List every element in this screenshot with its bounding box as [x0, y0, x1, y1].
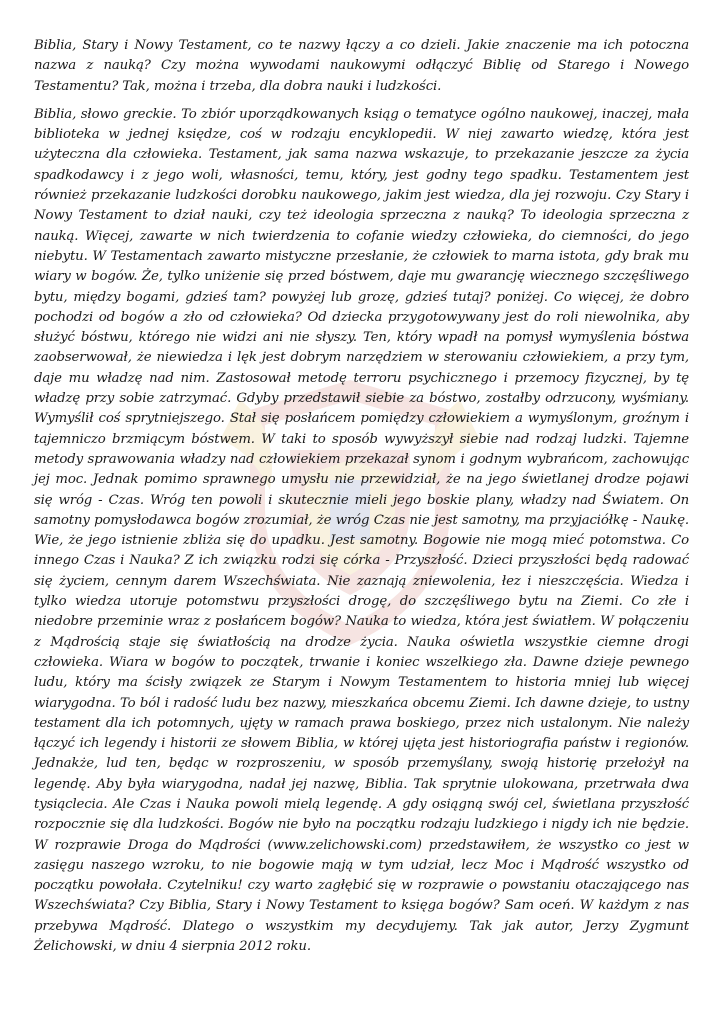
- paragraph-main: Biblia, słowo greckie. To zbiór uporządkowanych ksiąg o tematyce ogólno naukowej, inaczej, mała biblioteka w jednej księdze, coś w rodzaju encyklopedii. W niej zawarto wiedzę, która jest użyteczna dla człowieka. Testament, jak sama nazwa wskazuje, to przekazanie jeszcze za życia spadkodawcy i z jego woli, własności, temu, który, jest godny tego spadku. Testamentem jest również przekazanie ludzkości dorobku naukowego, jakim jest wiedza, dla jej rozwoju. Czy Stary i Nowy Testament to dział nauki, czy też ideologia sprzeczna z nauką? To ideologia sprzeczna z nauką. Więcej, zawarte w nich twierdzenia to cofanie wiedzy człowieka, do ciemności, do jego niebytu. W Testamentach zawarto mistyczne przesłanie, że człowiek to marna istota, gdy brak mu wiary w bogów. Że, tylko uniżenie się przed bóstwem, daje mu gwarancję wiecznego szczęśliwego bytu, między bogami, gdzieś tam? powyżej lub grozę, gdzieś tutaj? poniżej. Co więcej, że dobro pochodzi od bogów a zło od człowieka? Od dziecka przygotowywany jest do roli niewolnika, aby służyć bóstwu, którego nie widzi ani nie słyszy. Ten, który wpadł na pomysł wymyślenia bóstwa zaobserwował, że niewiedza i lęk jest dobrym narzędziem w sterowaniu człowiekiem, a przy tym, daje mu władzę nad nim. Zastosował metodę terroru psychicznego i przemocy fizycznej, by tę władzę przy sobie zatrzymać. Gdyby przedstawił siebie za bóstwo, zostałby odrzucony, wyśmiany. Wymyślił coś sprytniejszego. Stał się posłańcem pomiędzy człowiekiem a wymyślonym, groźnym i tajemniczo brzmiącym bóstwem. W taki to sposób wywyższył siebie nad rodzaj ludzki. Tajemne metody sprawowania władzy nad człowiekiem przekazał synom i godnym wybrańcom, zachowując jej moc. Jednak pomimo sprawnego umysłu nie przewidział, że na jego świetlanej drodze pojawi się wróg - Czas. Wróg ten powoli i skutecznie mieli jego boskie plany, władzy nad Światem. On samotny pomysłodawca bogów zrozumiał, że wróg Czas nie jest samotny, ma przyjaciółkę - Naukę. Wie, że jego istnienie zbliża się do upadku. Jest samotny. Bogowie nie mogą mieć potomstwa. Co innego Czas i Nauka? Z ich związku rodzi się córka - Przyszłość. Dzieci przyszłości będą radować się życiem, cennym darem Wszechświata. Nie zaznają zniewolenia, łez i nieszczęścia. Wiedza i tylko wiedza utoruje potomstwu przyszłości drogę, do szczęśliwego bytu na Ziemi. Co złe i niedobre przeminie wraz z posłańcem bogów? Nauka to wiedza, która jest światłem. W połączeniu z Mądrością staje się światłością na drodze życia. Nauka oświetla wszystkie ciemne drogi człowieka. Wiara w bogów to początek, trwanie i koniec wszelkiego zła. Dawne dzieje pewnego ludu, który ma ścisły związek ze Starym i Nowym Testamentem to historia mniej lub więcej wiarygodna. To ból i radość ludu bez nazwy, mieszkańca obcemu Ziemi. Ich dawne dzieje, to ustny testament dla ich potomnych, ujęty w ramach prawa boskiego, przez nich ustalonym. Nie należy łączyć ich legendy i historii ze słowem Biblia, w której ujęta jest historiografia państw i regionów. Jednakże, lud ten, będąc w rozproszeniu, w sposób przemyślany, swoją historię przełożył na legendę. Aby była wiarygodna, nadał jej nazwę, Biblia. Tak sprytnie ulokowana, przetrwała dwa tysiąclecia. Ale Czas i Nauka powoli mielą legendę. A gdy osiągną swój cel, świetlana przyszłość rozpocznie się dla ludzkości. Bogów nie było na początku rodzaju ludzkiego i nigdy ich nie będzie. W rozprawie Droga do Mądrości (www.zelichowski.com) przedstawiłem, że wszystko co jest w zasięgu naszego wzroku, to nie bogowie mają w tym udział, lecz Moc i Mądrość wszystko od początku powołała. Czytelniku! czy warto zagłębić się w rozprawie o powstaniu otaczającego nas Wszechświata? Czy Biblia, Stary i Nowy Testament to księga bogów? Sam oceń. W każdym z nas przebywa Mądrość. Dlatego o wszystkim my decydujemy. Tak jak autor, Jerzy Zygmunt Żelichowski, w dniu 4 sierpnia 2012 roku.: [34, 106, 689, 955]
- paragraph-intro: Biblia, Stary i Nowy Testament, co te nazwy łączy a co dzieli. Jakie znaczenie ma ich potoczna nazwa z nauką? Czy można wywodami naukowymi odłączyć Biblię od Starego i Nowego Testamentu? Tak, można i trzeba, dla dobra nauki i ludzkości.: [34, 38, 689, 94]
